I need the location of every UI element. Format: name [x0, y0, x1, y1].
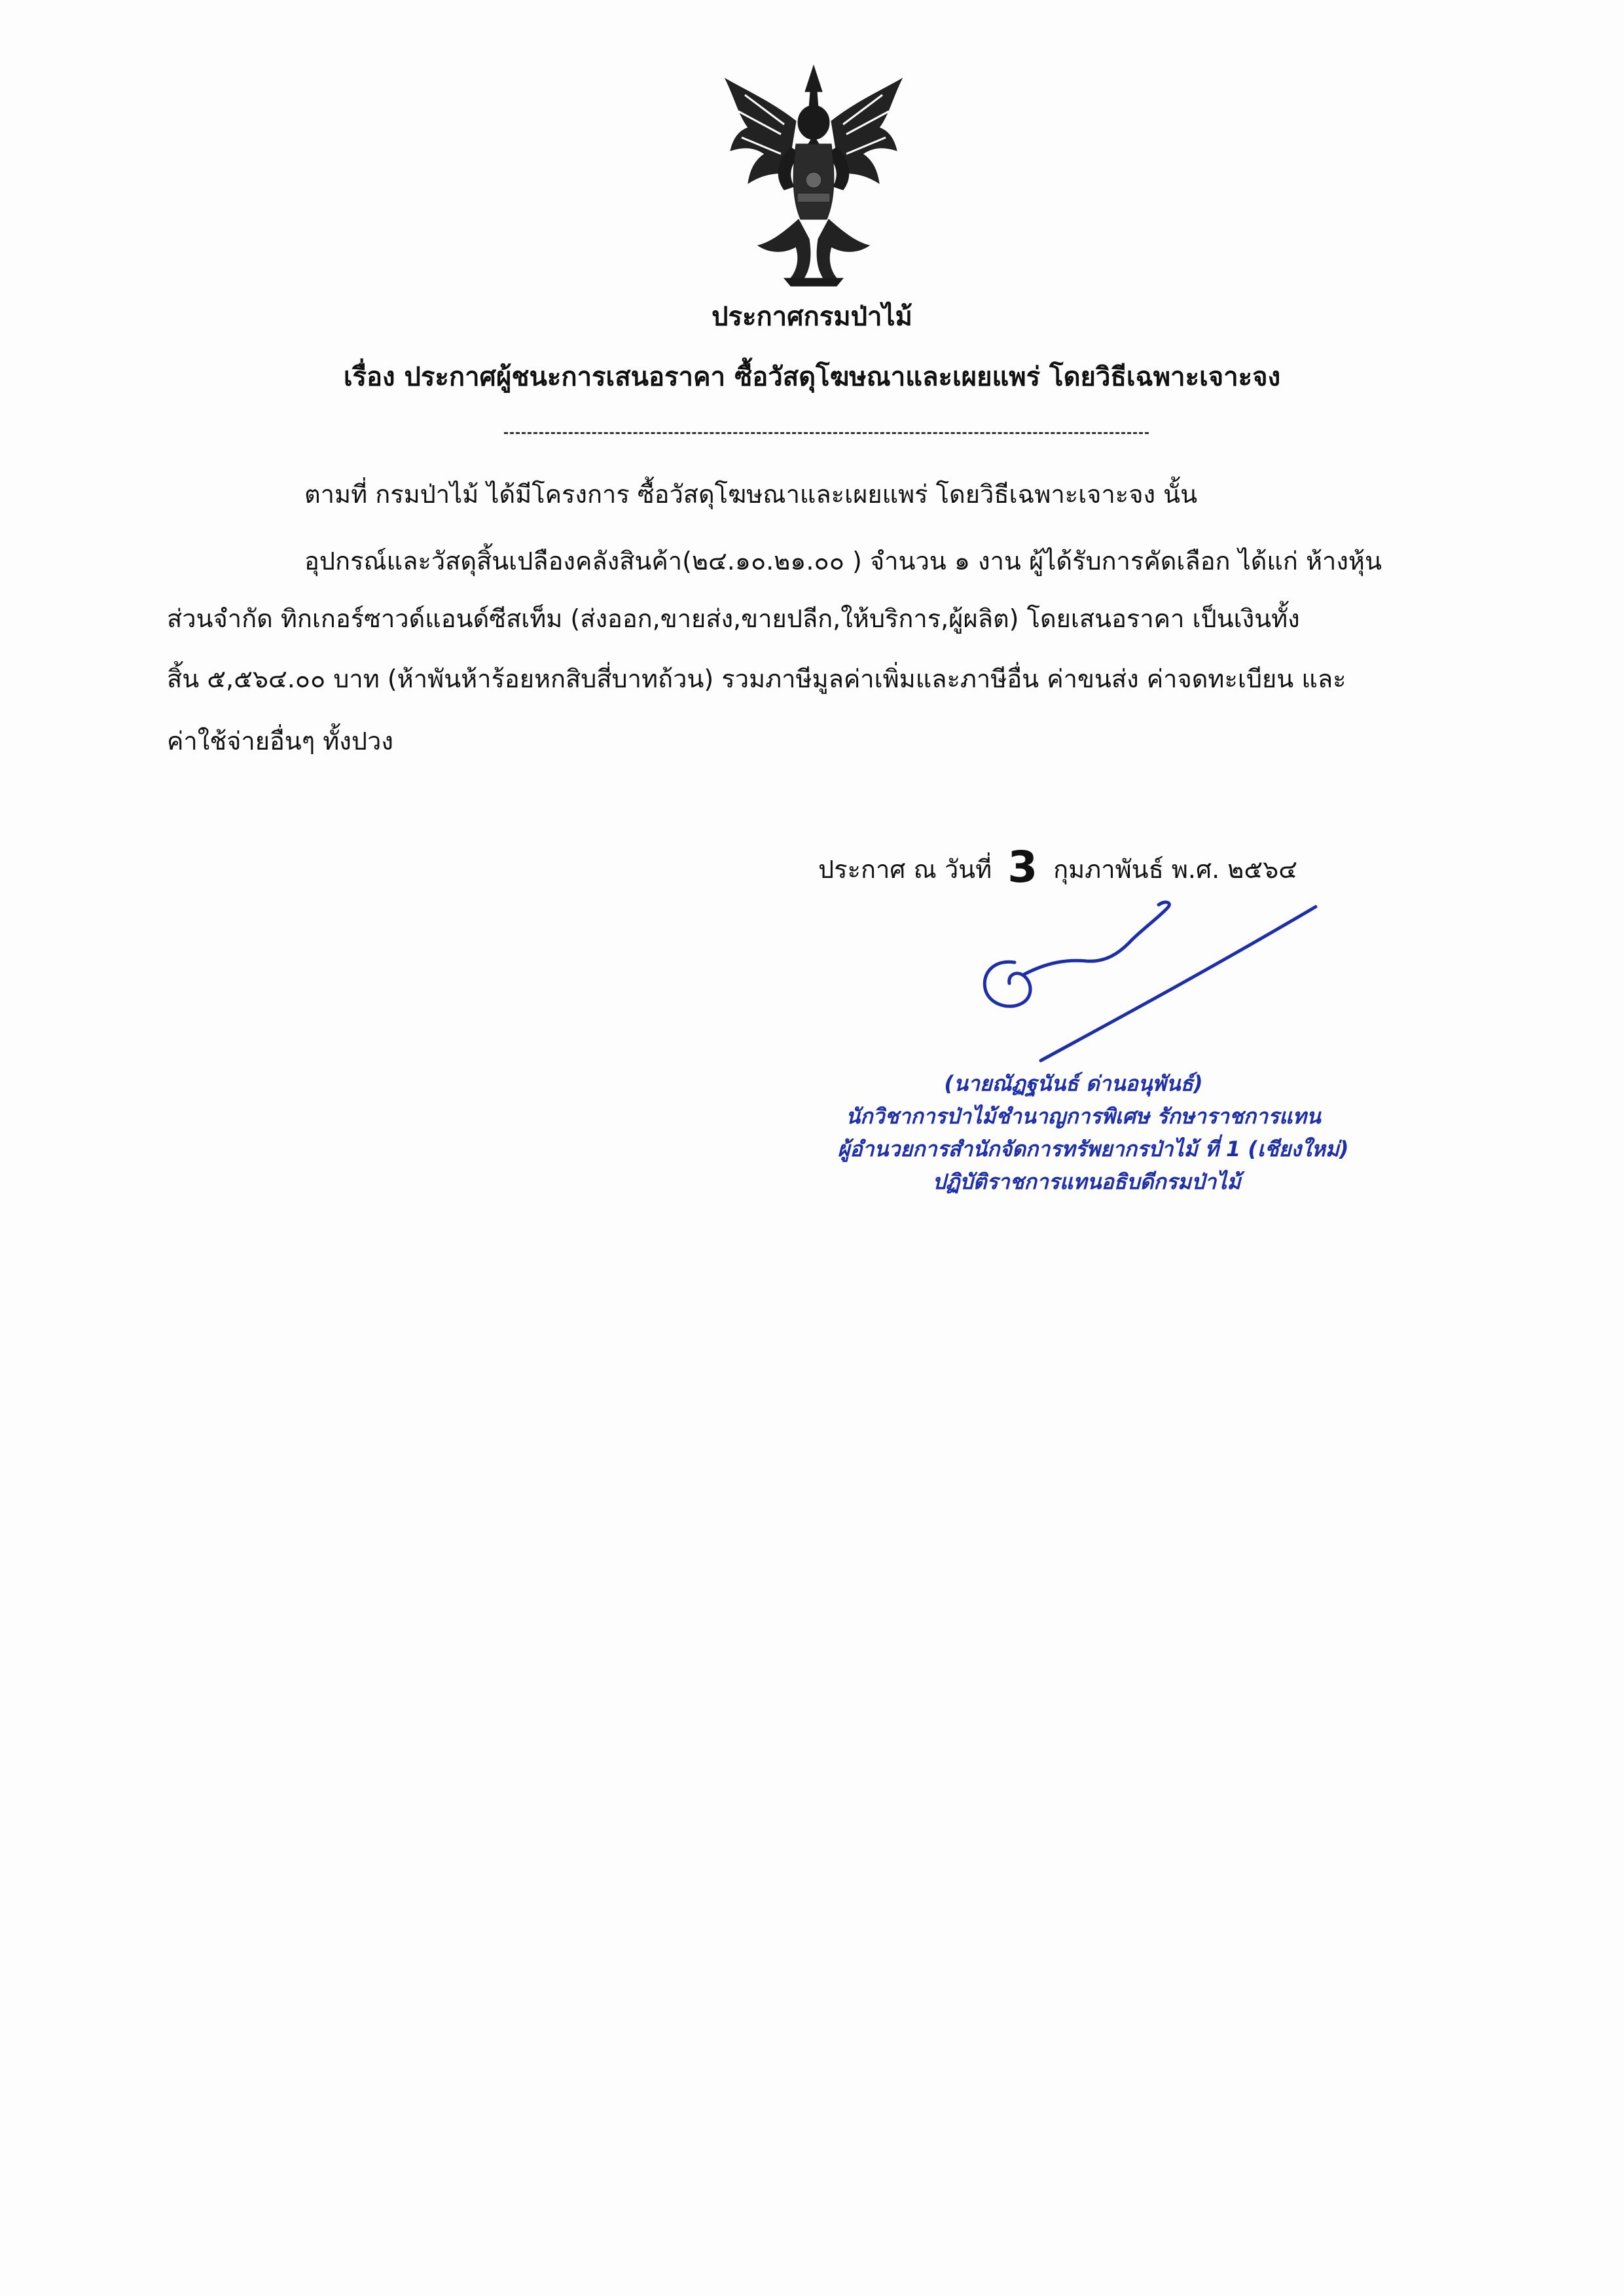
- body-line: อุปกรณ์และวัสดุสิ้นเปลืองคลังสินค้า(๒๔.๑๐.๒๑.๐๐ ) จำนวน ๑ งาน ผู้ได้รับการคัดเลือก ได้แก่ ห้างหุ้น: [304, 547, 1382, 575]
- date-month-year: กุมภาพันธ์ พ.ศ. ๒๕๖๔: [1053, 855, 1297, 884]
- signatory-position-line: นักวิชาการป่าไม้ชำนาญการพิเศษ รักษาราชการแทน: [846, 1104, 1321, 1129]
- date-day: 3: [1007, 842, 1038, 892]
- body-line: ส่วนจำกัด ทิกเกอร์ซาวด์แอนด์ซีสเท็ม (ส่งออก,ขายส่ง,ขายปลีก,ให้บริการ,ผู้ผลิต) โดยเสนอราคา เป็นเงินทั้ง: [167, 604, 1300, 633]
- body-line: สิ้น ๕,๕๖๔.๐๐ บาท (ห้าพันห้าร้อยหกสิบสี่บาทถ้วน) รวมภาษีมูลค่าเพิ่มและภาษีอื่น ค่าขนส่ง ค่าจดทะเบียน และ: [167, 665, 1346, 693]
- dashed-divider: [504, 432, 1149, 434]
- body-line: ตามที่ กรมป่าไม้ ได้มีโครงการ ซื้อวัสดุโฆษณาและเผยแพร่ โดยวิธีเฉพาะเจาะจง นั้น: [304, 480, 1198, 509]
- body-line: ค่าใช้จ่ายอื่นๆ ทั้งปวง: [167, 727, 393, 756]
- signatory-position-line: ปฏิบัติราชการแทนอธิบดีกรมป่าไม้: [932, 1169, 1241, 1194]
- signatory-position-line: ผู้อำนวยการสำนักจัดการทรัพยากรป่าไม้ ที่ 1 (เชียงใหม่): [837, 1137, 1349, 1161]
- handwritten-signature: [969, 897, 1335, 1093]
- date-prefix: ประกาศ ณ วันที่: [818, 855, 992, 884]
- signatory-name: (นายณัฏฐนันธ์ ด่านอนุพันธ์): [944, 1071, 1203, 1096]
- signatory-block: [779, 1067, 1407, 1198]
- document-subject: เรื่อง ประกาศผู้ชนะการเสนอราคา ซื้อวัสดุโฆษณาและเผยแพร่ โดยวิธีเฉพาะเจาะจง: [343, 362, 1281, 392]
- announcement-date: [818, 842, 1297, 892]
- document-title: ประกาศกรมป่าไม้: [712, 302, 912, 332]
- garuda-emblem-icon: [719, 62, 909, 288]
